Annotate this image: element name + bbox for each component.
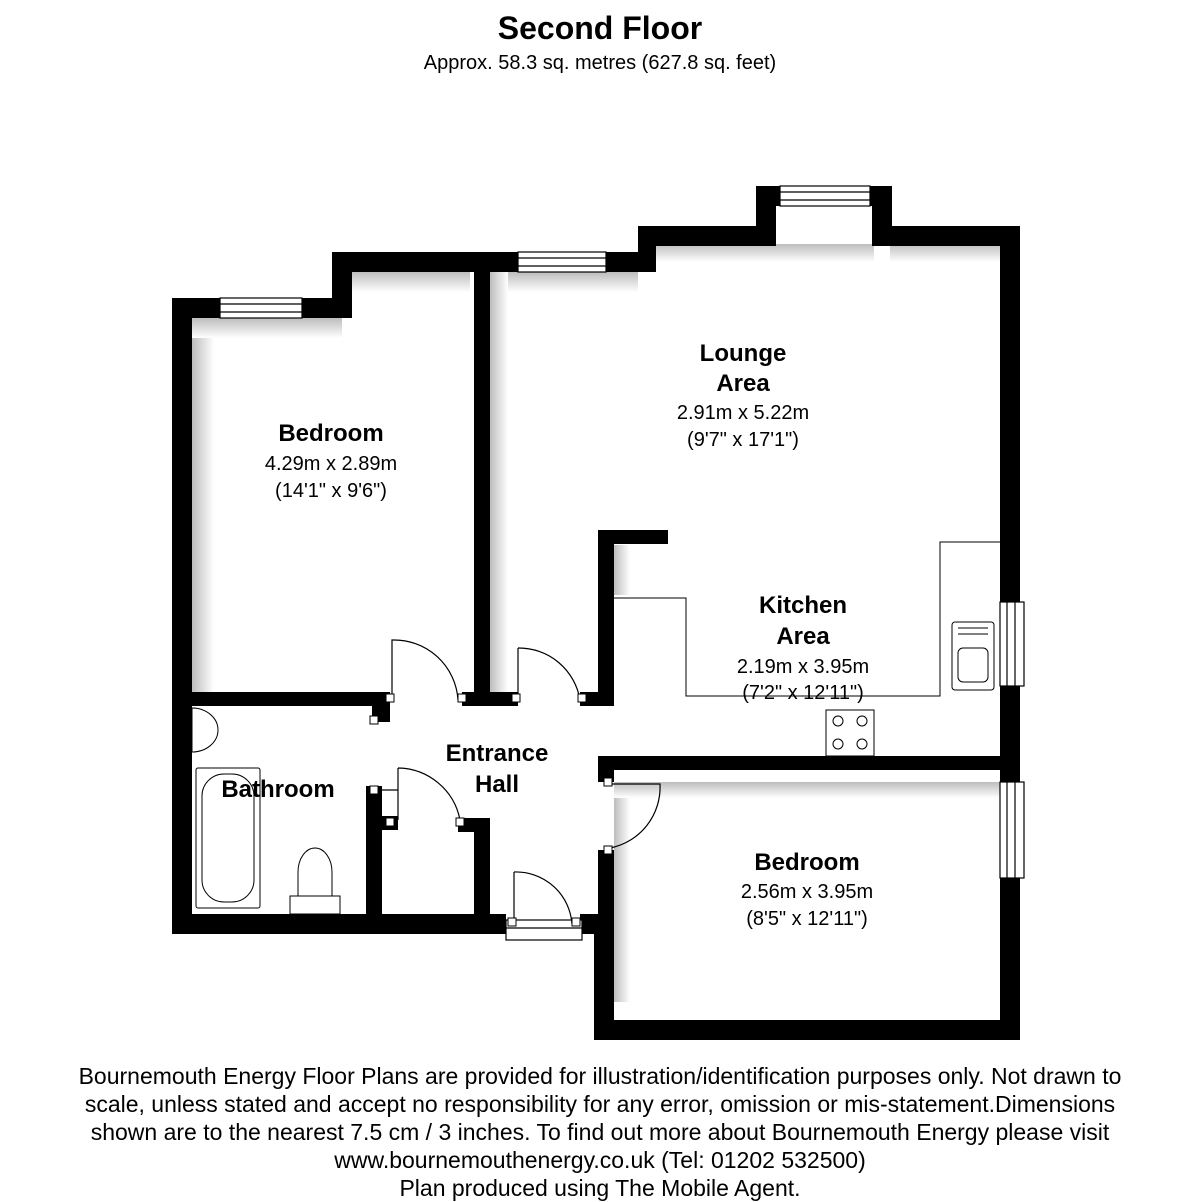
- plan-title: Second Floor: [497, 10, 703, 46]
- bedroom2-name: Bedroom: [754, 849, 860, 876]
- door-bedroom1: [392, 640, 458, 700]
- bathroom-fittings: [192, 708, 340, 914]
- bedroom2-dims-imperial: (8'5" x 12'11"): [746, 908, 868, 930]
- bedroom2-dims-metric: 2.56m x 3.95m: [740, 881, 874, 903]
- entrance-threshold: [506, 920, 582, 940]
- disclaimer-line: Bournemouth Energy Floor Plans are provided for illustration/identification purposes only. Not drawn to: [78, 1063, 1122, 1089]
- lounge-dims-metric: 2.91m x 5.22m: [676, 402, 810, 424]
- window-kitchen: [1000, 602, 1024, 686]
- door-entrance: [514, 872, 572, 924]
- lounge-dims-imperial: (9'7" x 17'1"): [687, 429, 799, 451]
- kitchen-name-line2: Area: [776, 623, 830, 650]
- entrance-name-line2: Hall: [474, 771, 520, 798]
- door-bathroom: [376, 768, 460, 820]
- disclaimer: [20, 1062, 1180, 1202]
- lounge-name-line2: Area: [716, 370, 770, 397]
- toilet-cistern-icon: [290, 896, 340, 914]
- toilet-icon: [298, 848, 332, 896]
- door-lounge: [518, 648, 580, 700]
- door-hinges: [370, 694, 612, 926]
- disclaimer-line: scale, unless stated and accept no responsibility for any error, omission or mis-statement.Dimensions: [84, 1091, 1116, 1117]
- window-lounge-left: [518, 252, 606, 272]
- hob-icon: [826, 710, 874, 756]
- disclaimer-credit: Plan produced using The Mobile Agent.: [399, 1175, 801, 1201]
- kitchen-dims-imperial: (7'2" x 12'11"): [742, 682, 864, 704]
- room-labels: [221, 340, 873, 930]
- lounge-name-line1: Lounge: [699, 340, 787, 367]
- kitchen-dims-metric: 2.19m x 3.95m: [736, 656, 870, 678]
- disclaimer-website: www.bournemouthenergy.co.uk (Tel: 01202 532500): [334, 1147, 866, 1173]
- bedroom1-name: Bedroom: [278, 420, 384, 447]
- bathroom-name: Bathroom: [221, 776, 335, 803]
- disclaimer-line: shown are to the nearest 7.5 cm / 3 inches. To find out more about Bournemouth Energy please visit: [90, 1119, 1110, 1145]
- bedroom1-dims-imperial: (14'1" x 9'6"): [275, 480, 387, 502]
- entrance-name-line1: Entrance: [445, 740, 549, 767]
- kitchen-name-line1: Kitchen: [758, 592, 848, 619]
- window-bedroom1: [220, 298, 302, 318]
- window-lounge-top: [780, 186, 870, 206]
- window-bedroom2: [1000, 782, 1024, 878]
- plan-area-subtitle: Approx. 58.3 sq. metres (627.8 sq. feet): [423, 52, 777, 74]
- bedroom1-dims-metric: 4.29m x 2.89m: [264, 453, 398, 475]
